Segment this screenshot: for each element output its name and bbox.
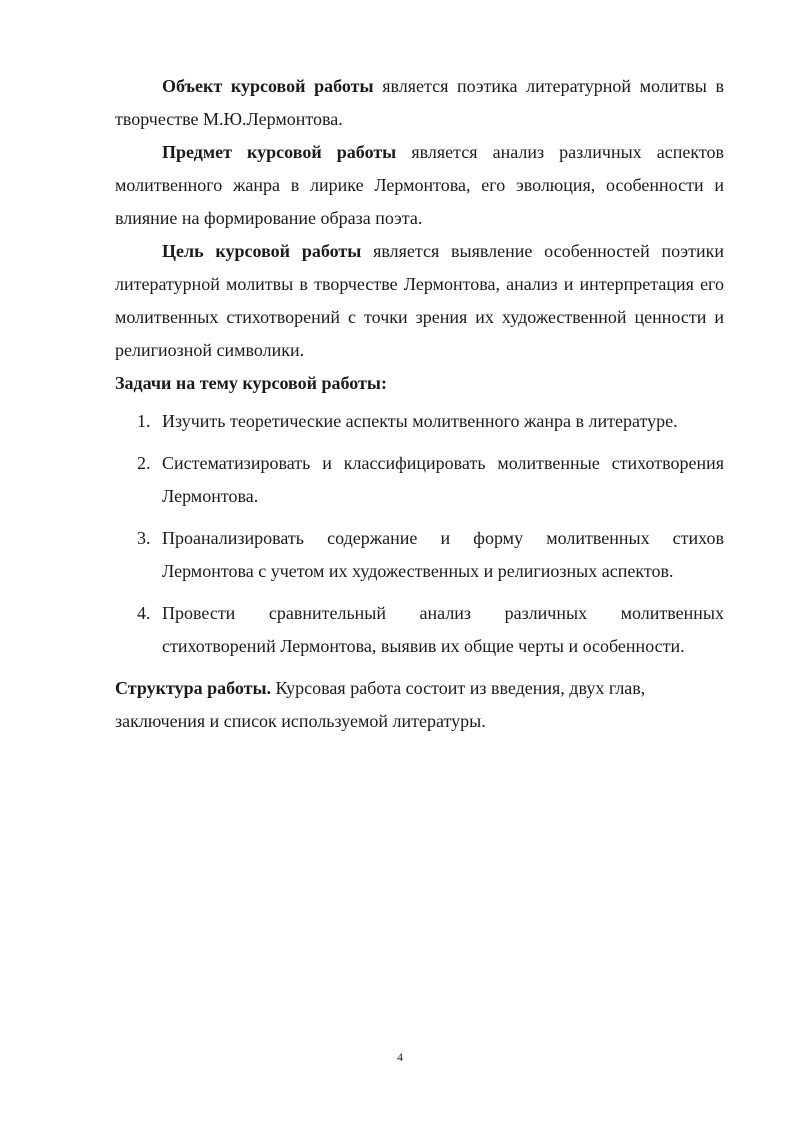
subject-paragraph	[115, 136, 724, 235]
list-item-text: Провести сравнительный анализ различных молитвенных стихотворений Лермонтова, выявив их общие черты и особенности.	[162, 603, 724, 656]
page-number: 4	[397, 1050, 403, 1064]
object-label: Объект курсовой работы	[162, 76, 374, 96]
list-item	[115, 597, 724, 663]
list-item-number: 3.	[137, 528, 151, 548]
list-item-number: 4.	[137, 603, 151, 623]
object-text: является поэтика литературной молитвы в творчестве М.Ю.Лермонтова.	[115, 76, 724, 129]
goal-label: Цель курсовой работы	[162, 241, 362, 261]
structure-text-line2: заключения и список используемой литературы.	[115, 711, 486, 731]
subject-label: Предмет курсовой работы	[162, 142, 397, 162]
list-item-text: Проанализировать содержание и форму молитвенных стихов Лермонтова с учетом их художественных и религиозных аспектов.	[162, 528, 724, 581]
list-item-number: 1.	[137, 411, 151, 431]
structure-label: Структура работы.	[115, 678, 272, 698]
subject-text: является анализ различных аспектов молитвенного жанра в лирике Лермонтова, его эволюция, особенности и влияние на формирование образа поэта.	[115, 142, 725, 228]
tasks-heading: Задачи на тему курсовой работы:	[115, 373, 387, 393]
list-item	[115, 522, 724, 588]
goal-paragraph	[115, 235, 724, 367]
goal-text: является выявление особенностей поэтики литературной молитвы в творчестве Лермонтова, анализ и интерпретация его молитвенных стихотворений с точки зрения их художественной ценности и религиозной символики.	[115, 241, 724, 360]
list-item-text: Систематизировать и классифицировать молитвенные стихотворения Лермонтова.	[162, 453, 724, 506]
list-item-number: 2.	[137, 453, 151, 473]
tasks-list	[115, 405, 724, 663]
page-content	[115, 70, 724, 738]
list-item-text: Изучить теоретические аспекты молитвенного жанра в литературе.	[162, 411, 678, 431]
structure-text: Курсовая работа состоит из введения, двух глав,	[271, 678, 646, 698]
structure-paragraph	[115, 672, 724, 738]
list-item	[115, 405, 724, 438]
object-paragraph	[115, 70, 724, 136]
list-item	[115, 447, 724, 513]
